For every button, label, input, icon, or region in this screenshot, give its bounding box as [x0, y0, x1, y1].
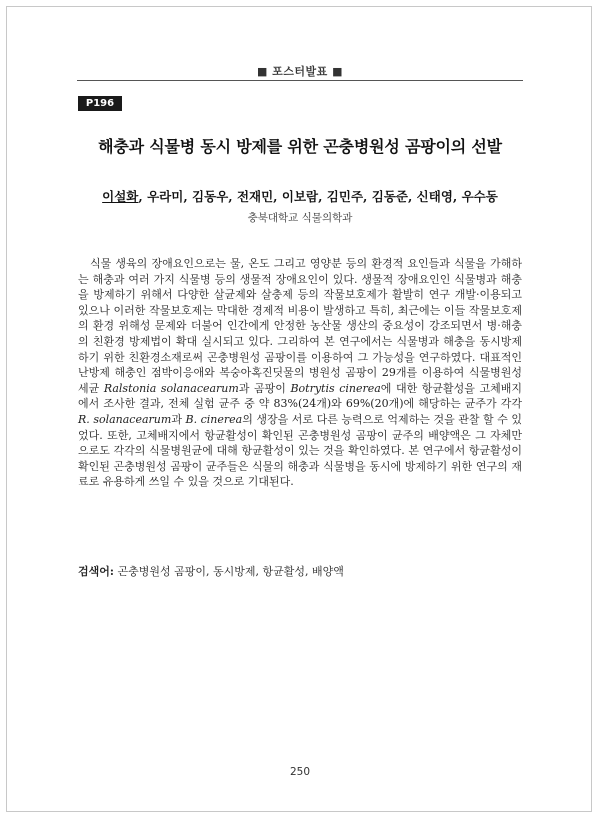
- header-rule: [77, 80, 523, 81]
- abstract-text-4: 과: [171, 412, 186, 426]
- author-list: [0, 187, 600, 205]
- abstract-text-1: 식물 생육의 장애요인으로는 물, 온도 그리고 영양분 등의 환경적 요인들과 식물을 가해하는 해충과 여러 가지 식물병 등의 생물적 장애요인이 있다. 생물적 장애요인인 식물병과 해충을 방제하기 위해서 다양한 살균제와 살충제 등의 작물보호제가 활발히 연구 개발·이용되고 있으나 이러한 작물보호제는 막대한 경제적 비용이 발생하고 특히, 최근에는 이들 작물보호제의 환경 위해성 문제와 더불어 인간에게 안정한 농산물 생산의 중요성이 강조되면서 병·해충의 친환경 방제법이 확대 실시되고 있다. 그리하여 본 연구에서는 식물병과 해충을 동시방제하기 위한 친환경소재로써 곤충병원성 곰팡이를 이용하여 그 가능성을 연구하였다. 대표적인 난방제 해충인 점박이응애와 복숭아혹진딧물의 병원성 곰팡이 29개를 이용하여 식물병원성 세균: [78, 257, 522, 395]
- abstract-text-5: 의 생장을 서로 다른 능력으로 억제하는 것을 관찰 할 수 있었다. 또한, 고체배지에서 항균활성이 확인된 곤충병원성 곰팡이 균주의 배양액은 그 자체만으로도 각각의 식물병원균에 대해 항균활성이 있는 것을 확인하였다. 본 연구에서 항균활성이 확인된 곤충병원성 곰팡이 균주들은 식물의 해충과 식물병을 동시에 방제하기 위한 연구의 재료로 유용하게 쓰일 수 있을 것으로 기대된다.: [78, 412, 522, 489]
- paper-title: 해충과 식물병 동시 방제를 위한 곤충병원성 곰팡이의 선발: [98, 137, 502, 156]
- keywords-list: 곤충병원성 곰팡이, 동시방제, 항균활성, 배양액: [113, 565, 344, 578]
- species-r-solanacearum: R. solanacearum: [78, 412, 172, 426]
- poster-code-badge: P196: [78, 96, 122, 111]
- keywords: [78, 563, 522, 579]
- species-ralstonia: Ralstonia solanacearum: [103, 381, 239, 395]
- abstract-body: [78, 256, 522, 490]
- keywords-label: 검색어:: [78, 565, 114, 578]
- species-b-cinerea: B. cinerea: [185, 412, 243, 426]
- section-header: ■ 포스터발표 ■: [256, 65, 344, 78]
- species-botrytis: Botrytis cinerea: [290, 381, 381, 395]
- presenting-author: 이설화: [102, 189, 139, 204]
- abstract-text-3: 에 대한 항균활성을 고체배지에서 조사한 결과, 전체 실험 균주 중 약 83%(24개)와 69%(20개)에 해당하는 균주가 각각: [78, 381, 522, 411]
- affiliation: 충북대학교 식물의학과: [247, 212, 353, 224]
- co-authors: , 우라미, 김동우, 전재민, 이보람, 김민주, 김동준, 신태영, 우수동: [138, 189, 498, 204]
- abstract-text-2: 과 곰팡이: [238, 381, 291, 395]
- page-number: 250: [289, 766, 311, 778]
